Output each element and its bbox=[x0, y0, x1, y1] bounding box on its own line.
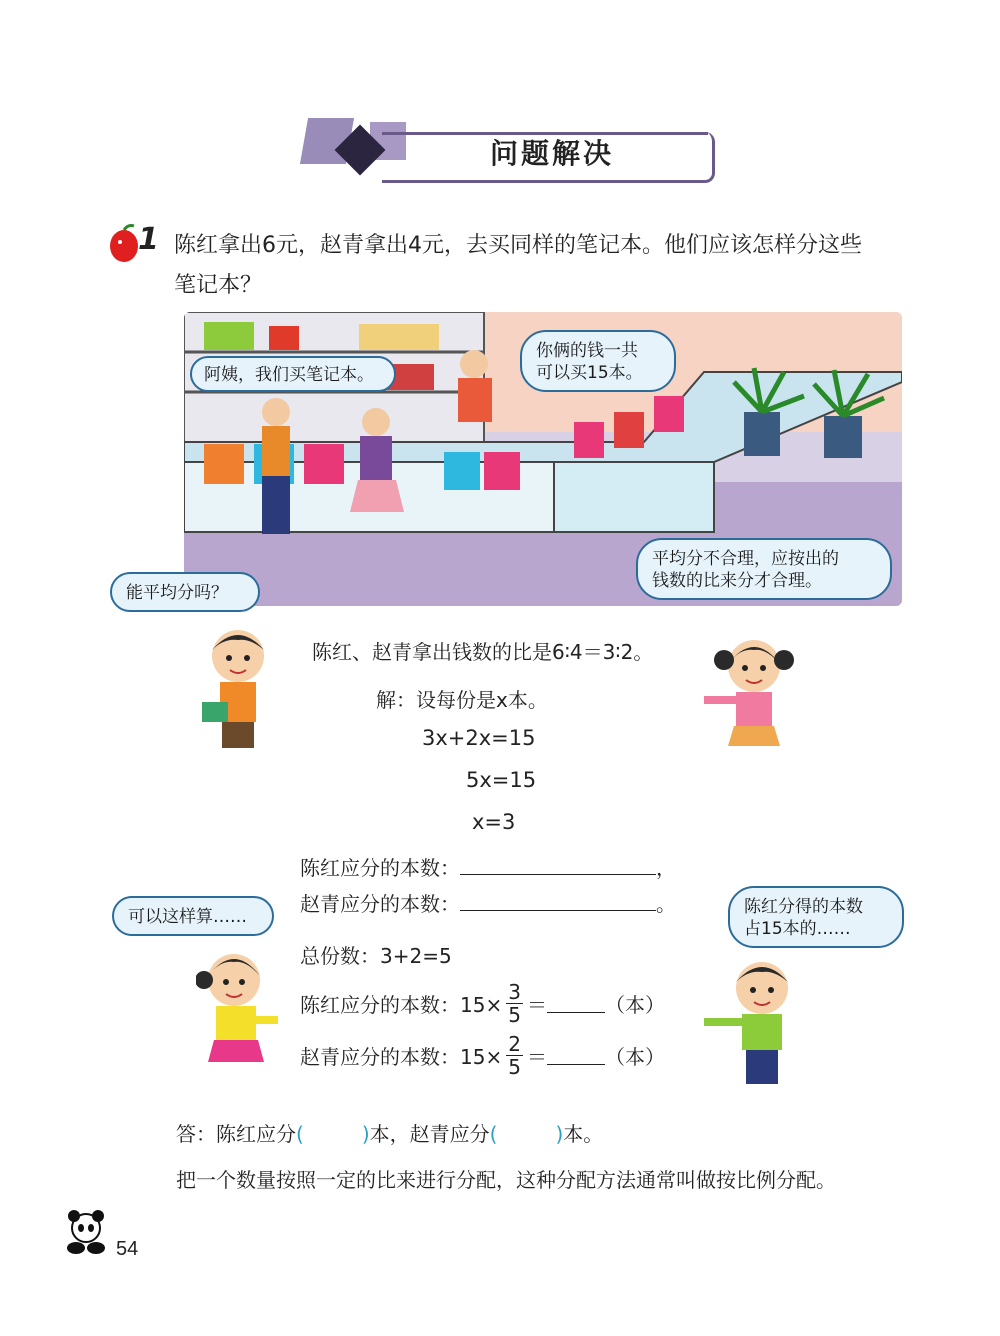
chen-count-blank[interactable] bbox=[460, 856, 656, 875]
equation-3: x=3 bbox=[472, 810, 516, 834]
denominator: 5 bbox=[508, 1002, 521, 1027]
numerator: 3 bbox=[508, 979, 521, 1004]
paren-close: ) bbox=[361, 1122, 370, 1146]
paren-open: ( bbox=[296, 1122, 304, 1146]
boy-character bbox=[196, 626, 280, 756]
speech-bubble-clerk bbox=[520, 330, 676, 392]
answer-line bbox=[176, 1118, 603, 1147]
question-number: 1 bbox=[138, 222, 159, 257]
page-title: 问题解决 bbox=[490, 137, 615, 170]
bubble-text: 平均分不合理，应按出的 bbox=[652, 549, 839, 569]
bubble-text: 能平均分吗？ bbox=[126, 583, 228, 603]
girl2-character bbox=[196, 946, 280, 1086]
bubble-text: 可以这样算…… bbox=[128, 907, 247, 927]
bubble-text: 你俩的钱一共 bbox=[536, 341, 638, 361]
chen-fraction-line bbox=[300, 978, 665, 1028]
bubble-text: 可以买15本。 bbox=[536, 363, 643, 383]
speech-bubble-boy2 bbox=[728, 886, 904, 948]
paren-open: ( bbox=[489, 1122, 498, 1146]
section-header bbox=[290, 118, 720, 188]
chen-count-line bbox=[300, 852, 676, 881]
let-statement: 解：设每份是x本。 bbox=[376, 688, 548, 712]
conclusion: 把一个数量按照一定的比来进行分配，这种分配方法通常叫做按比例分配。 bbox=[176, 1168, 836, 1192]
bubble-text: 钱数的比来分才合理。 bbox=[652, 571, 822, 591]
punctuation: 。 bbox=[656, 892, 676, 916]
zhao-count-label: 赵青应分的本数： bbox=[300, 892, 460, 916]
panda-icon bbox=[62, 1208, 112, 1258]
unit-label: （本） bbox=[604, 992, 665, 1017]
punctuation: ， bbox=[656, 856, 676, 880]
zhao-answer-blank[interactable] bbox=[547, 1046, 605, 1065]
boy2-character bbox=[700, 958, 804, 1088]
question-marker bbox=[104, 222, 164, 266]
paren-close: ) bbox=[555, 1122, 564, 1146]
denominator: 5 bbox=[508, 1054, 521, 1079]
chen-count-label: 陈红应分的本数： bbox=[300, 856, 460, 880]
fraction-three-fifths bbox=[506, 981, 523, 1026]
bubble-text: 陈红分得的本数 bbox=[744, 897, 863, 917]
speech-bubble-boy bbox=[110, 572, 260, 612]
fraction-two-fifths bbox=[506, 1033, 523, 1078]
zhao-count-line bbox=[300, 888, 676, 917]
equals-sign: ＝ bbox=[526, 992, 547, 1017]
page-number: 54 bbox=[116, 1238, 139, 1260]
total-parts: 总份数：3+2=5 bbox=[300, 944, 452, 968]
answer-text: 本。 bbox=[563, 1122, 604, 1146]
speech-bubble-girl2 bbox=[112, 896, 274, 936]
question-line-2: 笔记本？ bbox=[174, 273, 263, 298]
chen-answer-blank[interactable] bbox=[547, 994, 605, 1013]
equals-sign: ＝ bbox=[526, 1044, 547, 1069]
ratio-statement: 陈红、赵青拿出钱数的比是6∶4＝3∶2。 bbox=[312, 640, 654, 664]
unit-label: （本） bbox=[604, 1044, 665, 1069]
speech-bubble-girl-reply bbox=[636, 538, 892, 600]
girl-character bbox=[700, 634, 800, 758]
bubble-text: 占15本的…… bbox=[744, 919, 851, 939]
zhao-fraction-line bbox=[300, 1030, 665, 1080]
equation-1: 3x+2x=15 bbox=[422, 726, 536, 750]
bubble-text: 阿姨，我们买笔记本。 bbox=[204, 365, 374, 385]
answer-text: 本，赵青应分 bbox=[369, 1122, 490, 1146]
chen-fraction-label: 陈红应分的本数：15× bbox=[300, 992, 503, 1017]
equation-2: 5x=15 bbox=[466, 768, 537, 792]
speech-bubble-girl bbox=[190, 356, 396, 392]
zhao-count-blank[interactable] bbox=[460, 892, 656, 911]
numerator: 2 bbox=[508, 1031, 521, 1056]
question-line-1: 陈红拿出6元，赵青拿出4元，去买同样的笔记本。他们应该怎样分这些 bbox=[174, 233, 862, 258]
answer-text: 答：陈红应分 bbox=[176, 1122, 296, 1146]
zhao-fraction-label: 赵青应分的本数：15× bbox=[300, 1044, 503, 1069]
